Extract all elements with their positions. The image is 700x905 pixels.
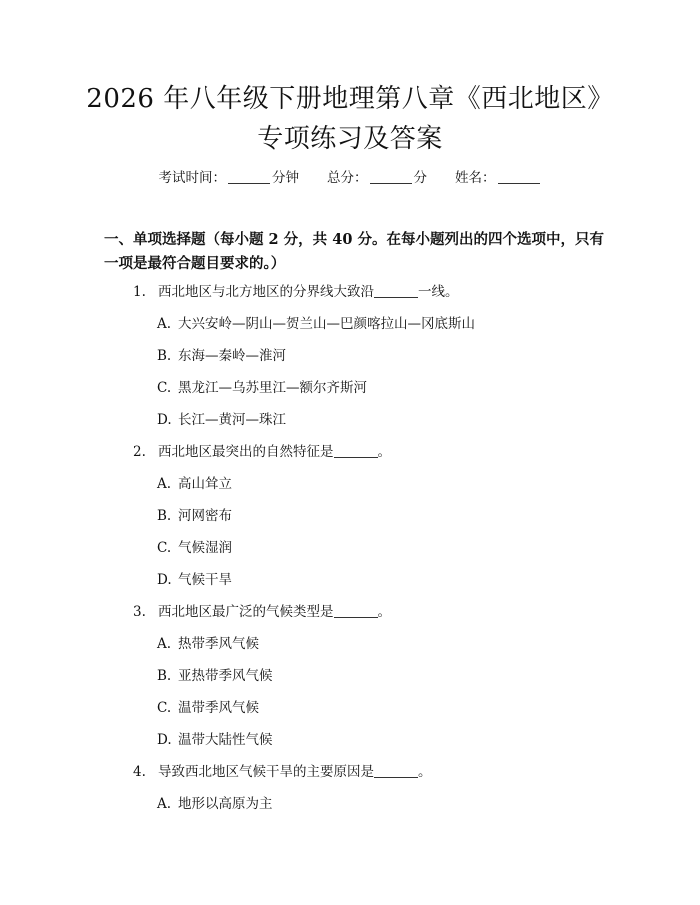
question-text: 导致西北地区气候干旱的主要原因是 [158,764,374,780]
question-stem [133,762,432,782]
exam-info-row [0,168,700,188]
option-text: 大兴安岭—阴山—贺兰山—巴颜喀拉山—冈底斯山 [178,316,475,332]
option-item [157,314,475,334]
question-text-end: 。 [418,764,432,780]
option-letter: D. [157,412,172,428]
student-name-blank [498,169,540,184]
question-number: 1. [133,284,146,300]
answer-blank [374,283,418,298]
option-text: 亚热带季风气候 [178,668,273,684]
option-letter: C. [157,540,172,556]
answer-blank [334,603,378,618]
student-name-label: 姓名： [455,170,496,186]
option-letter: A. [157,796,172,812]
option-text: 高山耸立 [178,476,232,492]
answer-blank [334,443,378,458]
answer-blank [374,763,418,778]
option-item [157,570,232,590]
total-score-unit: 分 [413,170,427,186]
option-letter: B. [157,508,172,524]
option-item [157,698,259,718]
option-item [157,346,286,366]
option-item [157,666,273,686]
question-number: 2. [133,444,146,460]
option-letter: D. [157,732,172,748]
question-text-end: 一线。 [418,284,459,300]
question-text: 西北地区最广泛的气候类型是 [158,604,334,620]
question-text: 西北地区与北方地区的分界线大致沿 [158,284,374,300]
option-text: 温带大陆性气候 [178,732,273,748]
exam-time-blank [228,169,270,184]
option-item [157,506,232,526]
option-text: 河网密布 [178,508,232,524]
option-text: 地形以高原为主 [178,796,273,812]
option-text: 长江—黄河—珠江 [178,412,286,428]
question-text-end: 。 [377,604,391,620]
option-letter: A. [157,636,172,652]
option-text: 气候干旱 [178,572,232,588]
total-score-label: 总分： [327,170,368,186]
option-letter: A. [157,316,172,332]
option-item [157,794,273,814]
question-text-end: 。 [377,444,391,460]
total-score-blank [370,169,412,184]
option-letter: C. [157,700,172,716]
document-title-line-1: 2026 年八年级下册地理第八章《西北地区》 [86,84,614,114]
section-heading: 一、单项选择题（每小题 2 分，共 40 分。在每小题列出的四个选项中，只有一项是最符合题目要求的。） [104,231,604,272]
option-item [157,378,367,398]
option-letter: D. [157,572,172,588]
option-letter: B. [157,348,172,364]
option-item [157,410,286,430]
option-letter: B. [157,668,172,684]
option-text: 东海—秦岭—淮河 [178,348,286,364]
question-number: 3. [133,604,146,620]
option-letter: C. [157,380,172,396]
question-stem [133,442,391,462]
option-text: 气候湿润 [178,540,232,556]
option-item [157,474,232,494]
option-text: 黑龙江—乌苏里江—额尔齐斯河 [178,380,367,396]
exam-time-unit: 分钟 [272,170,299,186]
question-text: 西北地区最突出的自然特征是 [158,444,334,460]
option-item [157,730,273,750]
question-number: 4. [133,764,146,780]
question-stem [133,602,391,622]
question-stem [133,282,459,302]
option-text: 热带季风气候 [178,636,259,652]
option-item [157,634,259,654]
exam-time-label: 考试时间： [158,170,226,186]
option-item [157,538,232,558]
option-text: 温带季风气候 [178,700,259,716]
document-title-line-2: 专项练习及答案 [257,124,443,154]
option-letter: A. [157,476,172,492]
